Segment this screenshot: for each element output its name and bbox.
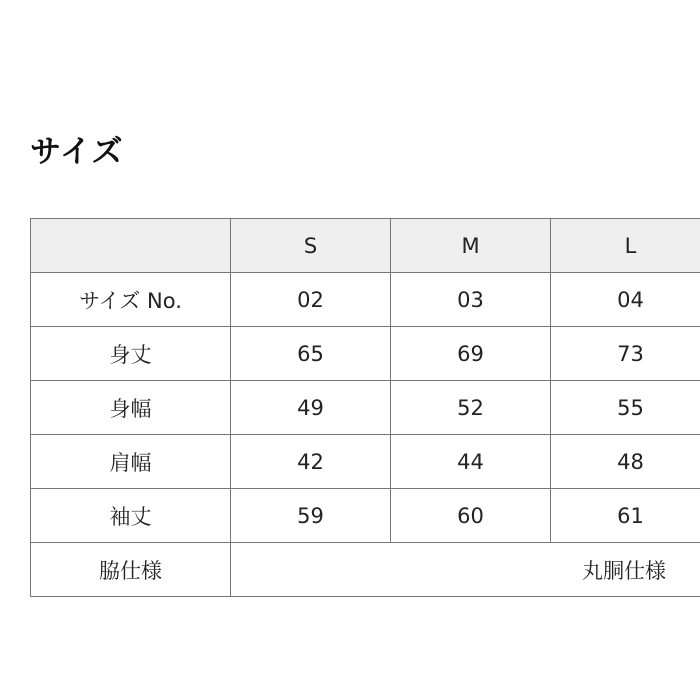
row-label: 身幅: [31, 381, 231, 435]
table-row-body-width: [31, 381, 700, 435]
row-label: 身丈: [31, 327, 231, 381]
table-header-row: [31, 219, 700, 273]
section-title: サイズ: [30, 134, 124, 170]
header-cell-size-s: S: [231, 219, 391, 273]
table-cell: 44: [391, 435, 551, 489]
table-cell: 03: [391, 273, 551, 327]
table-cell: 04: [551, 273, 700, 327]
table-cell: 69: [391, 327, 551, 381]
row-label: 脇仕様: [31, 543, 231, 597]
table-row-body-length: [31, 327, 700, 381]
table-cell: 61: [551, 489, 700, 543]
row-label: サイズ No.: [31, 273, 231, 327]
table-cell: 48: [551, 435, 700, 489]
table-row-shoulder-width: [31, 435, 700, 489]
table-cell: 60: [391, 489, 551, 543]
side-seam-value: 丸胴仕様: [231, 543, 700, 597]
table-row-sleeve-length: [31, 489, 700, 543]
table-cell: 02: [231, 273, 391, 327]
table-cell: 73: [551, 327, 700, 381]
table-cell: 42: [231, 435, 391, 489]
size-table: [30, 218, 700, 597]
row-label: 肩幅: [31, 435, 231, 489]
header-cell-size-m: M: [391, 219, 551, 273]
table-cell: 59: [231, 489, 391, 543]
table-cell: 65: [231, 327, 391, 381]
table-cell: 49: [231, 381, 391, 435]
row-label: 袖丈: [31, 489, 231, 543]
header-cell-empty: [31, 219, 231, 273]
table-cell: 52: [391, 381, 551, 435]
header-cell-size-l: L: [551, 219, 700, 273]
table-row-side-seam: [31, 543, 700, 597]
table-row-size-number: [31, 273, 700, 327]
table-cell: 55: [551, 381, 700, 435]
